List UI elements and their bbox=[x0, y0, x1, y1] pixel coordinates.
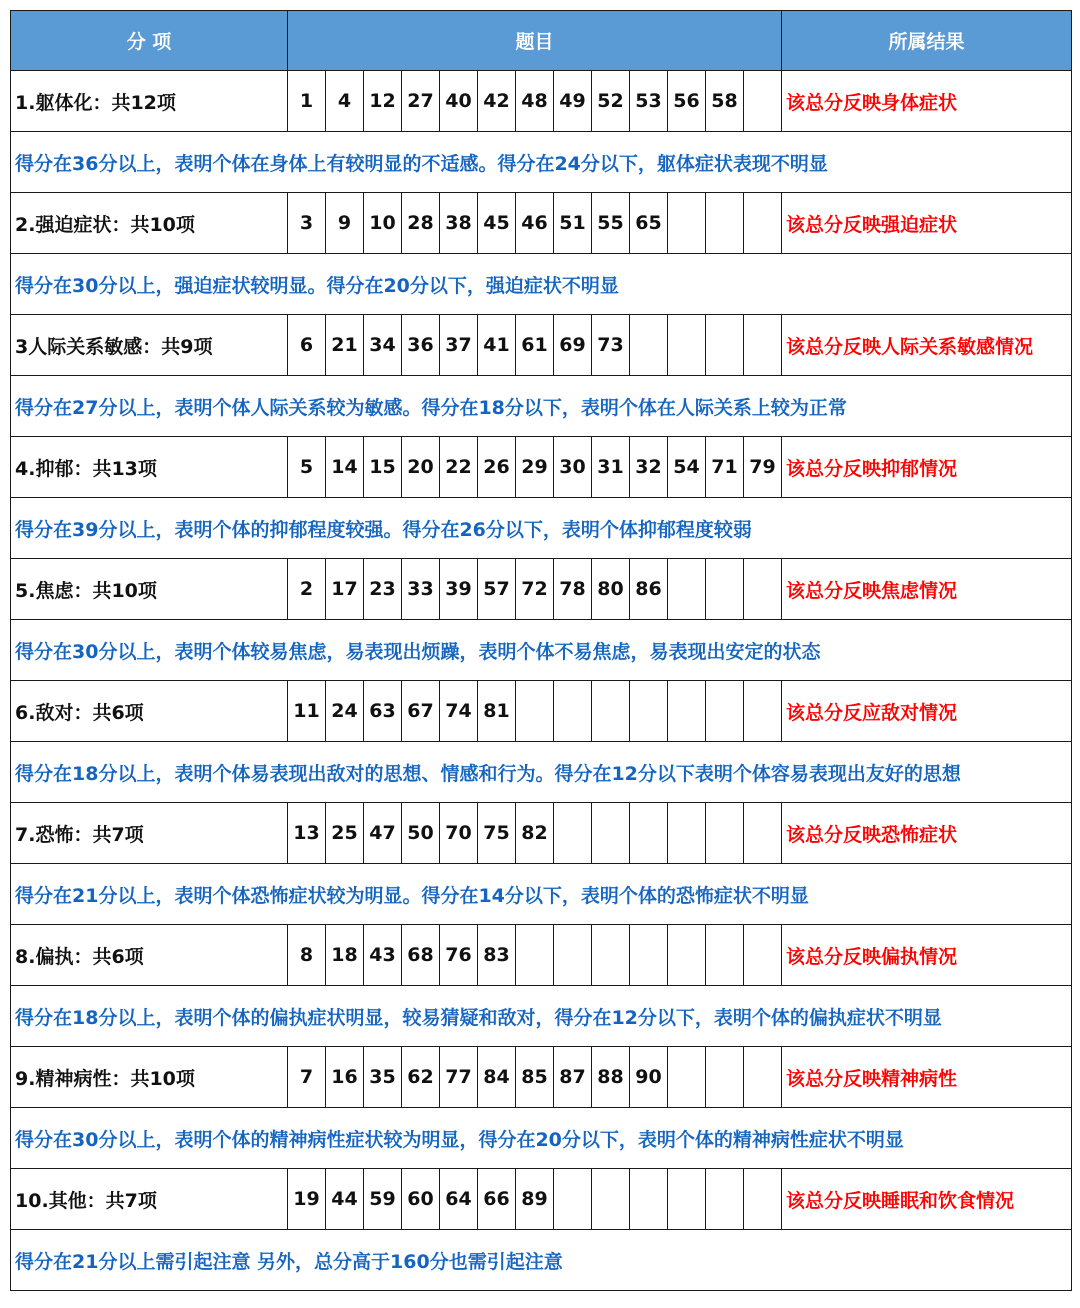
item-number-cell: 51 bbox=[554, 193, 592, 254]
item-number-cell bbox=[744, 803, 782, 864]
item-number-cell bbox=[554, 1169, 592, 1230]
interpretation-text: 得分在30分以上，表明个体的精神病性症状较为明显，得分在20分以下，表明个体的精神病性症状不明显 bbox=[11, 1108, 1072, 1169]
item-number-cell bbox=[744, 1169, 782, 1230]
item-number-cell: 84 bbox=[478, 1047, 516, 1108]
item-number-cell: 26 bbox=[478, 437, 516, 498]
item-number-cell: 43 bbox=[364, 925, 402, 986]
interpretation-row bbox=[11, 986, 1072, 1047]
item-number-cell: 10 bbox=[364, 193, 402, 254]
item-number-cell: 48 bbox=[516, 71, 554, 132]
factor-result: 该总分反映身体症状 bbox=[782, 71, 1072, 132]
item-number-cell: 63 bbox=[364, 681, 402, 742]
item-number-cell bbox=[630, 1169, 668, 1230]
factor-name: 5.焦虑：共10项 bbox=[11, 559, 288, 620]
header-row bbox=[11, 11, 1072, 71]
item-number-cell: 61 bbox=[516, 315, 554, 376]
item-number-cell: 90 bbox=[630, 1047, 668, 1108]
item-number-cell bbox=[668, 681, 706, 742]
item-number-cell: 56 bbox=[668, 71, 706, 132]
interpretation-text: 得分在21分以上需引起注意 另外，总分高于160分也需引起注意 bbox=[11, 1230, 1072, 1291]
item-number-cell: 87 bbox=[554, 1047, 592, 1108]
interpretation-row bbox=[11, 376, 1072, 437]
interpretation-row bbox=[11, 254, 1072, 315]
item-number-cell: 21 bbox=[326, 315, 364, 376]
factor-result: 该总分反映睡眠和饮食情况 bbox=[782, 1169, 1072, 1230]
item-number-cell bbox=[706, 1047, 744, 1108]
item-number-cell: 60 bbox=[402, 1169, 440, 1230]
item-number-cell: 15 bbox=[364, 437, 402, 498]
header-result: 所属结果 bbox=[782, 11, 1072, 71]
factor-name: 10.其他：共7项 bbox=[11, 1169, 288, 1230]
item-number-cell: 30 bbox=[554, 437, 592, 498]
interpretation-text: 得分在27分以上，表明个体人际关系较为敏感。得分在18分以下，表明个体在人际关系上较为正常 bbox=[11, 376, 1072, 437]
item-number-cell: 59 bbox=[364, 1169, 402, 1230]
item-number-cell: 34 bbox=[364, 315, 402, 376]
item-number-cell: 86 bbox=[630, 559, 668, 620]
item-number-cell: 82 bbox=[516, 803, 554, 864]
factor-name: 6.敌对：共6项 bbox=[11, 681, 288, 742]
item-number-cell bbox=[630, 681, 668, 742]
item-number-cell: 76 bbox=[440, 925, 478, 986]
item-number-cell: 70 bbox=[440, 803, 478, 864]
item-number-cell bbox=[706, 315, 744, 376]
item-number-cell bbox=[630, 803, 668, 864]
item-number-cell: 64 bbox=[440, 1169, 478, 1230]
item-number-cell: 45 bbox=[478, 193, 516, 254]
item-number-cell bbox=[706, 559, 744, 620]
interpretation-row bbox=[11, 864, 1072, 925]
item-number-cell bbox=[744, 315, 782, 376]
item-number-cell: 3 bbox=[288, 193, 326, 254]
item-number-cell bbox=[592, 925, 630, 986]
item-number-cell bbox=[744, 925, 782, 986]
item-number-cell bbox=[630, 925, 668, 986]
item-number-cell: 81 bbox=[478, 681, 516, 742]
item-number-cell: 58 bbox=[706, 71, 744, 132]
item-number-cell: 89 bbox=[516, 1169, 554, 1230]
factor-row bbox=[11, 71, 1072, 132]
interpretation-row bbox=[11, 1108, 1072, 1169]
item-number-cell: 46 bbox=[516, 193, 554, 254]
item-number-cell: 83 bbox=[478, 925, 516, 986]
item-number-cell: 53 bbox=[630, 71, 668, 132]
item-number-cell bbox=[668, 1047, 706, 1108]
item-number-cell bbox=[516, 681, 554, 742]
item-number-cell: 18 bbox=[326, 925, 364, 986]
factor-result: 该总分反映人际关系敏感情况 bbox=[782, 315, 1072, 376]
factor-name: 4.抑郁：共13项 bbox=[11, 437, 288, 498]
item-number-cell: 80 bbox=[592, 559, 630, 620]
item-number-cell: 32 bbox=[630, 437, 668, 498]
item-number-cell: 40 bbox=[440, 71, 478, 132]
item-number-cell: 73 bbox=[592, 315, 630, 376]
item-number-cell: 78 bbox=[554, 559, 592, 620]
item-number-cell bbox=[706, 803, 744, 864]
factor-row bbox=[11, 803, 1072, 864]
item-number-cell: 75 bbox=[478, 803, 516, 864]
interpretation-text: 得分在30分以上，强迫症状较明显。得分在20分以下，强迫症状不明显 bbox=[11, 254, 1072, 315]
table-body bbox=[11, 71, 1072, 1291]
item-number-cell bbox=[592, 803, 630, 864]
item-number-cell bbox=[554, 803, 592, 864]
interpretation-row bbox=[11, 1230, 1072, 1291]
factor-row bbox=[11, 925, 1072, 986]
item-number-cell: 77 bbox=[440, 1047, 478, 1108]
item-number-cell: 54 bbox=[668, 437, 706, 498]
factor-name: 9.精神病性：共10项 bbox=[11, 1047, 288, 1108]
item-number-cell: 11 bbox=[288, 681, 326, 742]
item-number-cell: 52 bbox=[592, 71, 630, 132]
factor-result: 该总分反映抑郁情况 bbox=[782, 437, 1072, 498]
interpretation-row bbox=[11, 742, 1072, 803]
item-number-cell: 24 bbox=[326, 681, 364, 742]
item-number-cell bbox=[554, 925, 592, 986]
factor-row bbox=[11, 437, 1072, 498]
factor-name: 2.强迫症状：共10项 bbox=[11, 193, 288, 254]
item-number-cell bbox=[630, 315, 668, 376]
item-number-cell: 72 bbox=[516, 559, 554, 620]
item-number-cell: 74 bbox=[440, 681, 478, 742]
interpretation-row bbox=[11, 132, 1072, 193]
item-number-cell bbox=[516, 925, 554, 986]
item-number-cell bbox=[592, 681, 630, 742]
item-number-cell: 67 bbox=[402, 681, 440, 742]
item-number-cell bbox=[668, 559, 706, 620]
header-items: 题目 bbox=[288, 11, 782, 71]
item-number-cell: 8 bbox=[288, 925, 326, 986]
item-number-cell: 71 bbox=[706, 437, 744, 498]
item-number-cell: 50 bbox=[402, 803, 440, 864]
factor-result: 该总分反映焦虑情况 bbox=[782, 559, 1072, 620]
item-number-cell: 65 bbox=[630, 193, 668, 254]
item-number-cell: 23 bbox=[364, 559, 402, 620]
item-number-cell: 29 bbox=[516, 437, 554, 498]
item-number-cell: 36 bbox=[402, 315, 440, 376]
item-number-cell: 49 bbox=[554, 71, 592, 132]
item-number-cell: 68 bbox=[402, 925, 440, 986]
item-number-cell: 13 bbox=[288, 803, 326, 864]
item-number-cell: 27 bbox=[402, 71, 440, 132]
item-number-cell: 37 bbox=[440, 315, 478, 376]
item-number-cell bbox=[744, 1047, 782, 1108]
item-number-cell bbox=[744, 193, 782, 254]
factor-row bbox=[11, 315, 1072, 376]
item-number-cell: 62 bbox=[402, 1047, 440, 1108]
interpretation-text: 得分在18分以上，表明个体的偏执症状明显，较易猜疑和敌对，得分在12分以下，表明个体的偏执症状不明显 bbox=[11, 986, 1072, 1047]
item-number-cell: 7 bbox=[288, 1047, 326, 1108]
item-number-cell: 5 bbox=[288, 437, 326, 498]
item-number-cell: 39 bbox=[440, 559, 478, 620]
factor-name: 1.躯体化：共12项 bbox=[11, 71, 288, 132]
interpretation-text: 得分在21分以上，表明个体恐怖症状较为明显。得分在14分以下，表明个体的恐怖症状不明显 bbox=[11, 864, 1072, 925]
item-number-cell: 88 bbox=[592, 1047, 630, 1108]
item-number-cell bbox=[668, 803, 706, 864]
item-number-cell: 85 bbox=[516, 1047, 554, 1108]
item-number-cell: 1 bbox=[288, 71, 326, 132]
interpretation-text: 得分在36分以上，表明个体在身体上有较明显的不适感。得分在24分以下，躯体症状表现不明显 bbox=[11, 132, 1072, 193]
item-number-cell: 2 bbox=[288, 559, 326, 620]
factor-name: 3人际关系敏感：共9项 bbox=[11, 315, 288, 376]
item-number-cell: 20 bbox=[402, 437, 440, 498]
item-number-cell bbox=[744, 71, 782, 132]
item-number-cell: 66 bbox=[478, 1169, 516, 1230]
item-number-cell: 4 bbox=[326, 71, 364, 132]
interpretation-row bbox=[11, 620, 1072, 681]
item-number-cell: 44 bbox=[326, 1169, 364, 1230]
factor-row bbox=[11, 681, 1072, 742]
item-number-cell: 55 bbox=[592, 193, 630, 254]
item-number-cell: 47 bbox=[364, 803, 402, 864]
factor-result: 该总分反映精神病性 bbox=[782, 1047, 1072, 1108]
item-number-cell: 38 bbox=[440, 193, 478, 254]
item-number-cell bbox=[706, 193, 744, 254]
item-number-cell: 19 bbox=[288, 1169, 326, 1230]
factor-row bbox=[11, 1169, 1072, 1230]
item-number-cell bbox=[706, 925, 744, 986]
item-number-cell: 79 bbox=[744, 437, 782, 498]
item-number-cell: 33 bbox=[402, 559, 440, 620]
item-number-cell bbox=[592, 1169, 630, 1230]
item-number-cell bbox=[554, 681, 592, 742]
item-number-cell: 22 bbox=[440, 437, 478, 498]
interpretation-text: 得分在18分以上，表明个体易表现出敌对的思想、情感和行为。得分在12分以下表明个体容易表现出友好的思想 bbox=[11, 742, 1072, 803]
item-number-cell: 57 bbox=[478, 559, 516, 620]
factor-name: 7.恐怖：共7项 bbox=[11, 803, 288, 864]
item-number-cell: 31 bbox=[592, 437, 630, 498]
factor-result: 该总分反映恐怖症状 bbox=[782, 803, 1072, 864]
scoring-table bbox=[10, 10, 1072, 1291]
item-number-cell: 28 bbox=[402, 193, 440, 254]
factor-row bbox=[11, 1047, 1072, 1108]
item-number-cell: 17 bbox=[326, 559, 364, 620]
factor-result: 该总分反应敌对情况 bbox=[782, 681, 1072, 742]
factor-result: 该总分反映偏执情况 bbox=[782, 925, 1072, 986]
item-number-cell: 25 bbox=[326, 803, 364, 864]
item-number-cell: 9 bbox=[326, 193, 364, 254]
item-number-cell: 16 bbox=[326, 1047, 364, 1108]
item-number-cell bbox=[706, 681, 744, 742]
item-number-cell bbox=[706, 1169, 744, 1230]
interpretation-text: 得分在30分以上，表明个体较易焦虑，易表现出烦躁，表明个体不易焦虑，易表现出安定的状态 bbox=[11, 620, 1072, 681]
item-number-cell bbox=[668, 315, 706, 376]
item-number-cell bbox=[668, 1169, 706, 1230]
item-number-cell: 41 bbox=[478, 315, 516, 376]
factor-row bbox=[11, 559, 1072, 620]
factor-row bbox=[11, 193, 1072, 254]
header-category: 分 项 bbox=[11, 11, 288, 71]
item-number-cell: 14 bbox=[326, 437, 364, 498]
item-number-cell: 6 bbox=[288, 315, 326, 376]
item-number-cell: 69 bbox=[554, 315, 592, 376]
item-number-cell: 42 bbox=[478, 71, 516, 132]
interpretation-row bbox=[11, 498, 1072, 559]
item-number-cell: 12 bbox=[364, 71, 402, 132]
factor-name: 8.偏执：共6项 bbox=[11, 925, 288, 986]
item-number-cell bbox=[744, 559, 782, 620]
factor-result: 该总分反映强迫症状 bbox=[782, 193, 1072, 254]
item-number-cell bbox=[668, 193, 706, 254]
interpretation-text: 得分在39分以上，表明个体的抑郁程度较强。得分在26分以下，表明个体抑郁程度较弱 bbox=[11, 498, 1072, 559]
item-number-cell bbox=[668, 925, 706, 986]
item-number-cell bbox=[744, 681, 782, 742]
item-number-cell: 35 bbox=[364, 1047, 402, 1108]
